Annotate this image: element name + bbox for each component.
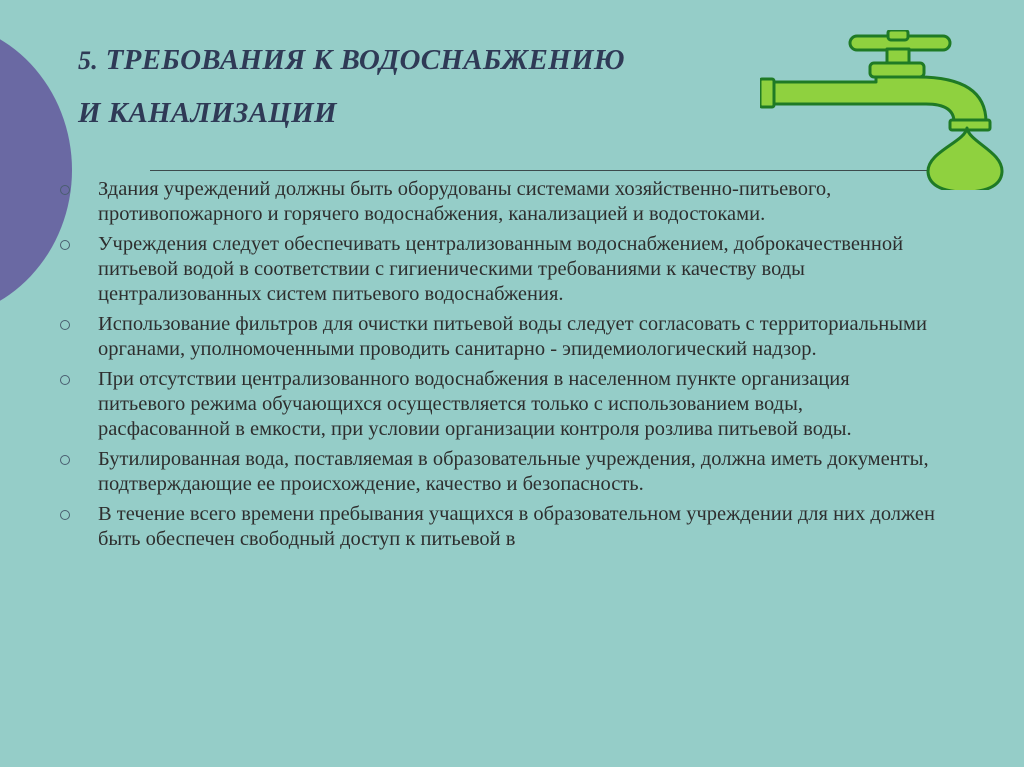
list-item — [60, 502, 940, 552]
title-line-1: ТРЕБОВАНИЯ К ВОДОСНАБЖЕНИЮ — [105, 44, 625, 76]
list-item-text: Использование фильтров для очистки питьевой воды следует согласовать с территориальными органами, уполномоченными проводить санитарно - эпидемиологический надзор. — [98, 313, 927, 360]
list-item — [60, 177, 940, 227]
water-tap-icon — [760, 30, 1005, 190]
list-item — [60, 447, 940, 497]
list-item-text: При отсутствии централизованного водоснабжения в населенном пункте организация питьевого режима обучающихся осуществляется только с использованием воды, расфасованной в емкости, при условии организации контроля розлива питьевой воды. — [98, 368, 852, 440]
list-item-text: Бутилированная вода, поставляемая в образовательные учреждения, должна иметь документы, подтверждающие ее происхождение, качество и безопасность. — [98, 448, 929, 495]
bullet-circle-icon — [60, 510, 70, 520]
bullet-circle-icon — [60, 455, 70, 465]
list-item-text: Здания учреждений должны быть оборудованы системами хозяйственно-питьевого, противопожарного и горячего водоснабжения, канализацией и водостоками. — [98, 178, 832, 225]
bullet-circle-icon — [60, 185, 70, 195]
requirements-list — [60, 177, 940, 557]
bullet-circle-icon — [60, 375, 70, 385]
list-item — [60, 232, 940, 307]
bullet-circle-icon — [60, 240, 70, 250]
title-line-2: И КАНАЛИЗАЦИИ — [78, 97, 337, 129]
bullet-circle-icon — [60, 320, 70, 330]
slide-title — [78, 34, 625, 139]
list-item-text: Учреждения следует обеспечивать централизованным водоснабжением, доброкачественной питьевой водой в соответствии с гигиеническими требованиями к качеству воды централизованных систем питьевого водоснабжения. — [98, 233, 904, 305]
list-item — [60, 312, 940, 362]
list-item — [60, 367, 940, 442]
title-number: 5. — [78, 46, 99, 75]
list-item-text: В течение всего времени пребывания учащихся в образовательном учреждении для них должен быть обеспечен свободный доступ к питьевой в — [98, 503, 935, 550]
